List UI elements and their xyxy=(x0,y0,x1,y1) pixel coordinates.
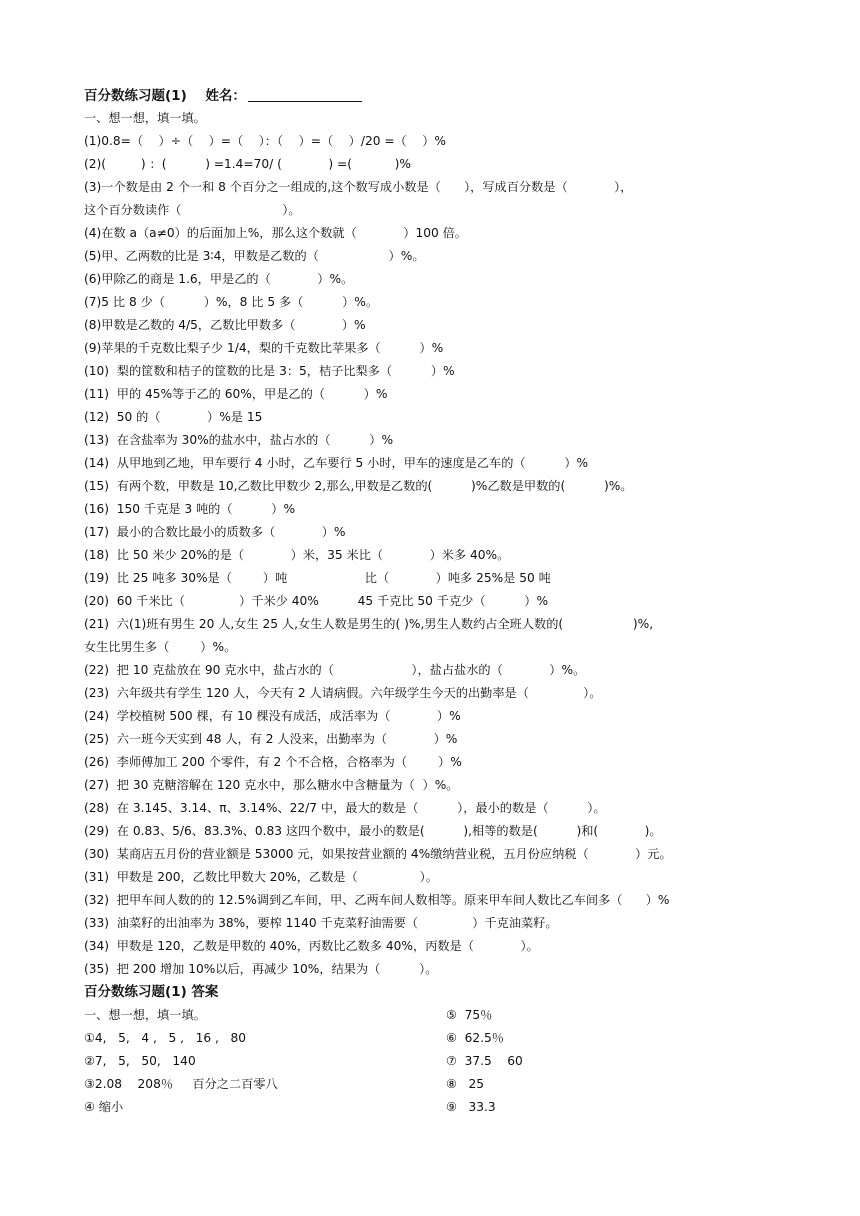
question-line: 这个百分数读作（ ）。 xyxy=(84,203,301,217)
question-line: (15) 有两个数，甲数是 10,乙数比甲数少 2,那么,甲数是乙数的( )%乙数是甲数的( )%。 xyxy=(84,479,633,493)
answer-line: ⑨ 33.3 xyxy=(446,1100,496,1114)
question-line: (34) 甲数是 120，乙数是甲数的 40%，丙数比乙数多 40%，丙数是（ ）。 xyxy=(84,939,539,953)
answers-right-column xyxy=(446,1004,776,1119)
name-blank-line xyxy=(248,87,362,102)
question-line: (32) 把甲车间人数的的 12.5%调到乙车间，甲、乙两车间人数相等。原来甲车间人数比乙车间多（ ）% xyxy=(84,893,670,907)
question-line: (21) 六(1)班有男生 20 人,女生 25 人,女生人数是男生的( )%,男生人数约占全班人数的( )%, xyxy=(84,617,654,631)
answer-line: ⑤ 75％ xyxy=(446,1008,493,1022)
question-line: (16) 150 千克是 3 吨的（ ）% xyxy=(84,502,296,516)
question-line: (22) 把 10 克盐放在 90 克水中，盐占水的（ ），盐占盐水的（ ）%。 xyxy=(84,663,586,677)
answer-line: ④ 缩小 xyxy=(84,1100,124,1114)
worksheet-title: 百分数练习题(1) xyxy=(84,88,187,104)
question-line: (33) 油菜籽的出油率为 38%，要榨 1140 千克菜籽油需要（ ）千克油菜籽。 xyxy=(84,916,558,930)
worksheet-header xyxy=(84,85,784,107)
question-line: (17) 最小的合数比最小的质数多（ ）% xyxy=(84,525,346,539)
question-line: (11) 甲的 45%等于乙的 60%，甲是乙的（ ）% xyxy=(84,387,388,401)
question-line: (10) 梨的筐数和桔子的筐数的比是 3：5，桔子比梨多（ ）% xyxy=(84,364,455,378)
question-line: (25) 六一班今天实到 48 人，有 2 人没来，出勤率为（ ）% xyxy=(84,732,458,746)
answer-line: ⑦ 37.5 60 xyxy=(446,1054,523,1068)
question-line: (9)苹果的千克数比梨子少 1/4，梨的千克数比苹果多（ ）% xyxy=(84,341,444,355)
question-line: (3)一个数是由 2 个一和 8 个百分之一组成的,这个数写成小数是（ ），写成百分数是（ ）， xyxy=(84,180,633,194)
question-line: (27) 把 30 克糖溶解在 120 克水中，那么糖水中含糖量为（ ）%。 xyxy=(84,778,459,792)
question-line: (23) 六年级共有学生 120 人，今天有 2 人请病假。六年级学生今天的出勤率是（ ）。 xyxy=(84,686,602,700)
question-line: (12) 50 的（ ）%是 15 xyxy=(84,410,263,424)
section-title: 一、想一想，填一填。 xyxy=(84,111,206,125)
question-line: (20) 60 千米比（ ）千米少 40% 45 千克比 50 千克少（ ）% xyxy=(84,594,549,608)
question-line: (26) 李师傅加工 200 个零件，有 2 个不合格，合格率为（ ）% xyxy=(84,755,462,769)
answer-line: ③2.08 208％ 百分之二百零八 xyxy=(84,1077,278,1091)
question-line: (7)5 比 8 少（ ）%，8 比 5 多（ ）%。 xyxy=(84,295,379,309)
question-line: (29) 在 0.83、5/6、83.3%、0.83 这四个数中，最小的数是( ),相等的数是( )和( )。 xyxy=(84,824,662,838)
question-line: (24) 学校植树 500 棵，有 10 棵没有成活，成活率为（ ）% xyxy=(84,709,461,723)
question-line: (14) 从甲地到乙地，甲车要行 4 小时，乙车要行 5 小时，甲车的速度是乙车的（ ）% xyxy=(84,456,589,470)
answer-line: 一、想一想，填一填。 xyxy=(84,1008,206,1022)
question-line: (18) 比 50 米少 20%的是（ ）米，35 米比（ ）米多 40%。 xyxy=(84,548,510,562)
question-line: (8)甲数是乙数的 4/5，乙数比甲数多（ ）% xyxy=(84,318,366,332)
question-line: 女生比男生多（ ）%。 xyxy=(84,640,237,654)
answers-left-column xyxy=(84,1004,444,1119)
question-line: (13) 在含盐率为 30%的盐水中，盐占水的（ ）% xyxy=(84,433,394,447)
answers-title: 百分数练习题(1) 答案 xyxy=(84,984,219,1000)
answers-grid xyxy=(84,1004,784,1120)
question-line: (6)甲除乙的商是 1.6，甲是乙的（ ）%。 xyxy=(84,272,354,286)
question-line: (2)( ) ：( ) =1.4=70/ ( ) =( )% xyxy=(84,157,411,171)
question-line: (28) 在 3.145、3.14、π、3.14%、22/7 中，最大的数是（ ），最小的数是（ ）。 xyxy=(84,801,606,815)
answer-line: ①4, 5, 4 , 5 , 16 , 80 xyxy=(84,1031,247,1045)
question-line: (19) 比 25 吨多 30%是（ ）吨 比（ ）吨多 25%是 50 吨 xyxy=(84,571,551,585)
answer-line: ⑧ 25 xyxy=(446,1077,485,1091)
question-line: (4)在数 a（a≠0）的后面加上%，那么这个数就（ ）100 倍。 xyxy=(84,226,467,240)
name-label: 姓名： xyxy=(205,88,246,104)
question-line: (1)0.8=（ ）÷（ ）=（ ）：（ ）=（ ）/20 =（ ）% xyxy=(84,134,446,148)
answer-line: ⑥ 62.5％ xyxy=(446,1031,504,1045)
question-line: (31) 甲数是 200，乙数比甲数大 20%，乙数是（ ）。 xyxy=(84,870,438,884)
question-line: (35) 把 200 增加 10%以后，再减少 10%，结果为（ ）。 xyxy=(84,962,438,976)
question-list xyxy=(84,130,784,981)
worksheet-page xyxy=(84,85,784,1120)
question-line: (30) 某商店五月份的营业额是 53000 元，如果按营业额的 4%缴纳营业税，五月份应纳税（ ）元。 xyxy=(84,847,672,861)
answer-line: ②7, 5, 50, 140 xyxy=(84,1054,196,1068)
question-line: (5)甲、乙两数的比是 3∶4，甲数是乙数的（ ）%。 xyxy=(84,249,425,263)
